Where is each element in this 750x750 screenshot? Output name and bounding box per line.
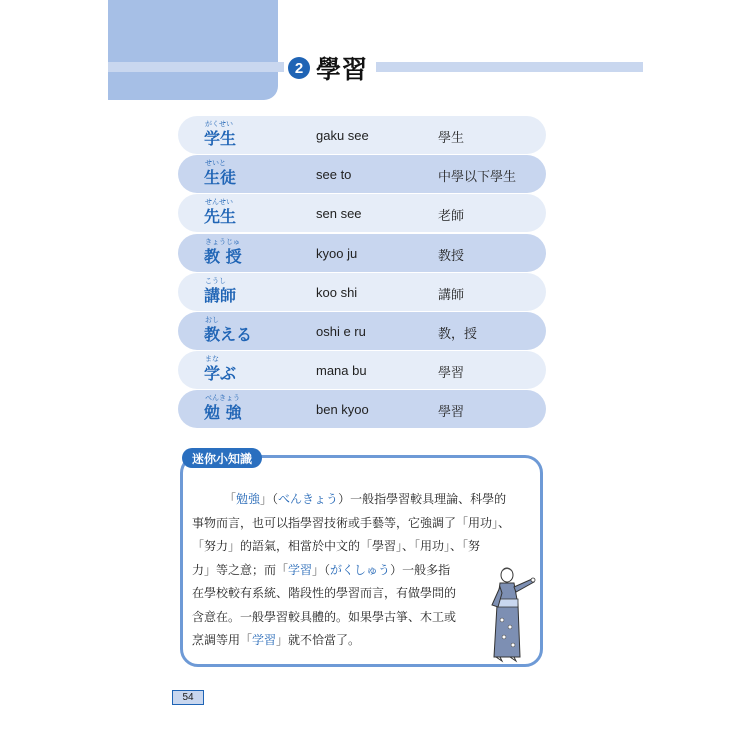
vocab-romaji: gaku see bbox=[316, 128, 369, 143]
vocab-reading: せんせい bbox=[205, 198, 233, 207]
vocab-reading: まな bbox=[205, 355, 219, 364]
vocab-reading: がくせい bbox=[205, 120, 233, 128]
vocab-row bbox=[178, 390, 546, 428]
vocab-meaning: 學習 bbox=[438, 405, 465, 421]
vocab-romaji: koo shi bbox=[316, 284, 358, 300]
tip-line: 含意在。一般學習較具體的。如果學古箏、木工或 bbox=[192, 609, 457, 624]
vocab-meaning: 學習 bbox=[438, 366, 465, 382]
kimono-woman-illustration bbox=[480, 565, 540, 665]
vocab-word: 生徒 bbox=[204, 168, 237, 188]
tip-highlight: べんきょう bbox=[278, 492, 339, 506]
vocab-meaning: 教，授 bbox=[438, 326, 478, 342]
tip-highlight: 学習 bbox=[288, 562, 313, 577]
tip-highlight: がくしゅう bbox=[330, 562, 391, 577]
vocab-row bbox=[178, 234, 546, 272]
vocab-meaning: 講師 bbox=[438, 287, 465, 303]
header-corner-block bbox=[108, 0, 278, 100]
tip-segment: 烹調等用「 bbox=[192, 633, 253, 647]
tip-highlight: 学習 bbox=[252, 633, 277, 647]
vocab-row bbox=[178, 273, 546, 311]
tip-segment: ）一般指學習較具理論、科學的 bbox=[338, 492, 507, 506]
vocab-word: 学生 bbox=[204, 129, 237, 148]
vocab-word: 先生 bbox=[204, 207, 237, 227]
section-number-badge: 2 bbox=[288, 57, 310, 79]
tip-label: 迷你小知識 bbox=[182, 448, 262, 468]
vocab-list bbox=[178, 116, 546, 430]
vocab-romaji: ben kyoo bbox=[316, 402, 369, 418]
vocab-word: 教える bbox=[204, 324, 253, 344]
vocab-word: 学ぶ bbox=[204, 364, 237, 384]
tip-segment: 「 bbox=[224, 492, 237, 506]
tip-segment: 」（ bbox=[260, 492, 279, 506]
vocab-meaning: 老師 bbox=[438, 209, 465, 225]
vocab-romaji: oshi e ru bbox=[316, 323, 366, 339]
vocab-row bbox=[178, 351, 546, 389]
tip-line bbox=[192, 488, 532, 512]
tip-highlight: 勉強 bbox=[236, 492, 261, 506]
vocab-reading: こうし bbox=[205, 276, 226, 285]
tip-segment: 」（ bbox=[312, 562, 331, 577]
vocab-row bbox=[178, 155, 546, 193]
vocab-meaning: 學生 bbox=[438, 131, 465, 146]
vocab-romaji: kyoo ju bbox=[316, 245, 358, 261]
vocab-word: 教 授 bbox=[204, 246, 242, 266]
page-number: 54 bbox=[172, 690, 204, 705]
vocab-reading: きょうじゅ bbox=[205, 237, 240, 246]
vocab-row bbox=[178, 194, 546, 232]
vocab-meaning: 中學以下學生 bbox=[438, 170, 517, 186]
tip-line: 「努力」的語氣，相當於中文的「學習」、「用功」、「努 bbox=[192, 539, 481, 553]
vocab-meaning: 教授 bbox=[438, 248, 465, 264]
vocab-reading: おし bbox=[205, 315, 219, 324]
vocab-row bbox=[178, 312, 546, 350]
vocab-romaji: mana bu bbox=[316, 363, 367, 379]
vocab-romaji: sen see bbox=[316, 206, 362, 222]
vocab-romaji: see to bbox=[316, 167, 352, 183]
vocab-reading: べんきょう bbox=[205, 394, 240, 403]
tip-line: 在學校較有系統、階段性的學習而言，有做學問的 bbox=[192, 586, 457, 600]
tip-segment: 」就不恰當了。 bbox=[276, 633, 361, 647]
vocab-word: 講師 bbox=[204, 285, 237, 305]
vocab-row bbox=[178, 116, 546, 154]
section-header bbox=[284, 50, 376, 86]
tip-segment: ）一般多指 bbox=[390, 562, 451, 577]
section-title: 學習 bbox=[316, 55, 369, 84]
tip-line: 事物而言，也可以指學習技術或手藝等，它強調了「用功」、 bbox=[192, 515, 511, 530]
tip-segment: 力」等之意；而「 bbox=[192, 562, 289, 577]
vocab-word: 勉 強 bbox=[204, 403, 242, 423]
vocab-reading: せいと bbox=[205, 159, 226, 168]
